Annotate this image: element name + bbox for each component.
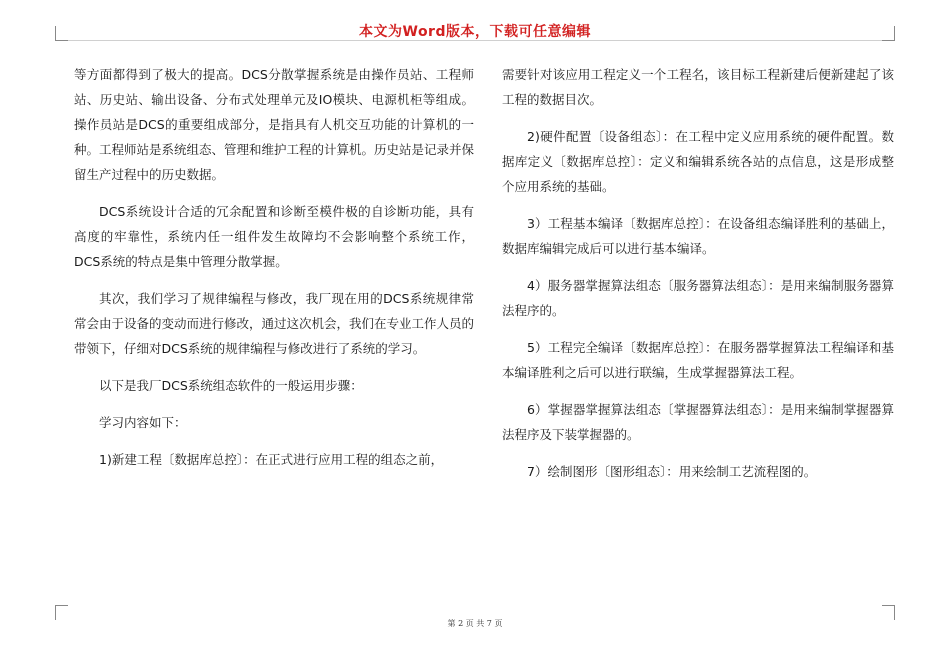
- download-banner: 本文为Word版本，下载可任意编辑: [359, 24, 591, 40]
- paragraph: 6）掌握器掌握算法组态〔掌握器算法组态〕：是用来编制掌握器算法程序及下装掌握器的。: [502, 402, 894, 442]
- paragraph: 1)新建工程〔数据库总控〕：在正式进行应用工程的组态之前，: [99, 452, 444, 467]
- crop-mark-top-left: [55, 26, 68, 41]
- paragraph: 学习内容如下：: [99, 415, 187, 430]
- page-number-footer: 第 2 页 共 7 页: [447, 619, 503, 628]
- left-column: [74, 62, 474, 484]
- paragraph: 需要针对该应用工程定义一个工程名，该目标工程新建后便新建起了该工程的数据目次。: [502, 67, 894, 107]
- paragraph: 等方面都得到了极大的提高。DCS分散掌握系统是由操作员站、工程师站、历史站、输出设备、分布式处理单元及IO模块、电源机柜等组成。操作员站是DCS的重要组成部分，是指具有人机交互功能的计算机的一种。工程师站是系统组态、管理和维护工程的计算机。历史站是记录并保留生产过程中的历史数据。: [74, 67, 475, 182]
- paragraph: 4）服务器掌握算法组态〔服务器算法组态〕：是用来编制服务器算法程序的。: [502, 278, 894, 318]
- right-column: [502, 62, 894, 496]
- header-rule: [55, 40, 895, 41]
- paragraph: 其次，我们学习了规律编程与修改，我厂现在用的DCS系统规律常常会由于设备的变动而进行修改，通过这次机会，我们在专业工作人员的带领下，仔细对DCS系统的规律编程与修改进行了系统的学习。: [74, 291, 475, 356]
- paragraph: 2)硬件配置〔设备组态〕：在工程中定义应用系统的硬件配置。数据库定义〔数据库总控〕：定义和编辑系统各站的点信息，这是形成整个应用系统的基础。: [502, 129, 894, 194]
- paragraph: 以下是我厂DCS系统组态软件的一般运用步骤：: [99, 378, 363, 393]
- paragraph: DCS系统设计合适的冗余配置和诊断至模件极的自诊断功能，具有高度的牢靠性，系统内任一组件发生故障均不会影响整个系统工作，DCS系统的特点是集中管理分散掌握。: [74, 204, 474, 269]
- crop-mark-top-right: [882, 26, 895, 41]
- paragraph: 7）绘制图形〔图形组态〕：用来绘制工艺流程图的。: [527, 464, 817, 479]
- paragraph: 5）工程完全编译〔数据库总控〕：在服务器掌握算法工程编译和基本编译胜利之后可以进行联编，生成掌握器算法工程。: [502, 340, 894, 380]
- paragraph: 3）工程基本编译〔数据库总控〕：在设备组态编译胜利的基础上，数据库编辑完成后可以进行基本编译。: [502, 216, 894, 256]
